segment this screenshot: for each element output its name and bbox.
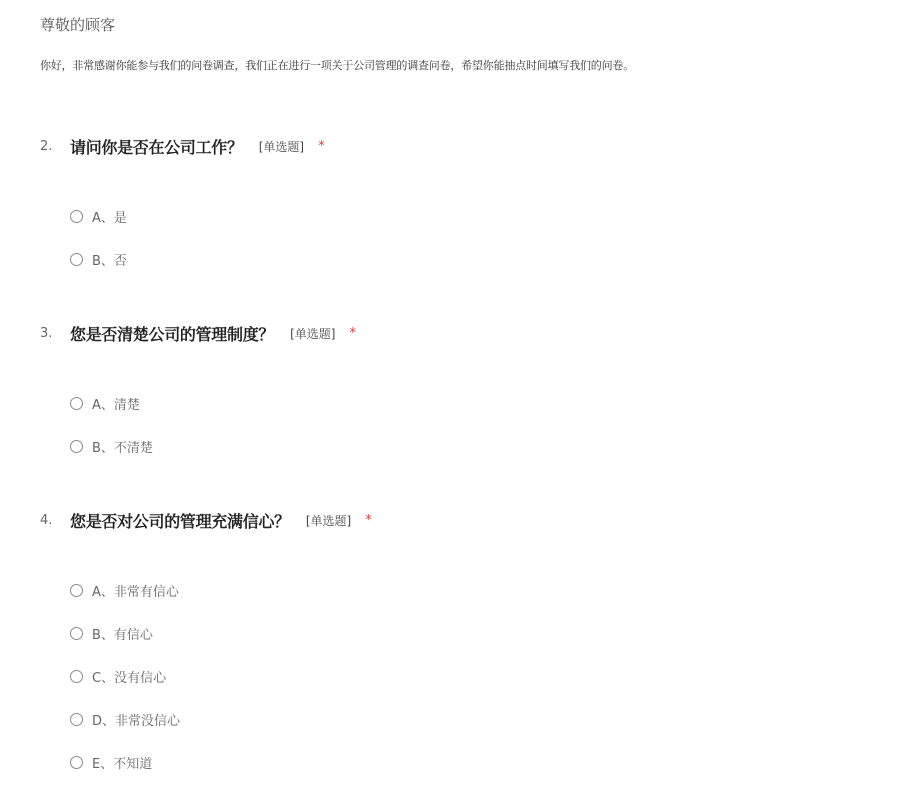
option-q3-a[interactable]	[70, 393, 140, 413]
radio-button[interactable]	[70, 397, 83, 410]
question-2	[40, 135, 860, 269]
required-star: *	[349, 325, 356, 341]
radio-button[interactable]	[70, 210, 83, 223]
option-label: A、清楚	[92, 397, 140, 413]
option-label: B、不清楚	[92, 440, 153, 456]
question-number: 3.	[40, 325, 53, 341]
question-number: 2.	[40, 138, 53, 154]
question-header	[40, 322, 860, 344]
question-header	[40, 135, 860, 157]
question-4	[40, 509, 860, 772]
radio-button[interactable]	[70, 713, 83, 726]
option-label: D、非常没信心	[92, 713, 181, 729]
radio-button[interactable]	[70, 670, 83, 683]
radio-button[interactable]	[70, 627, 83, 640]
question-title: 请问你是否在公司工作？	[70, 137, 243, 157]
required-star: *	[318, 138, 325, 154]
option-label: B、否	[92, 253, 127, 269]
required-star: *	[365, 512, 372, 528]
question-type-tag: [单选题]	[305, 513, 352, 528]
option-q4-e[interactable]	[70, 752, 152, 772]
question-title: 您是否清楚公司的管理制度？	[70, 324, 275, 344]
option-label: A、是	[92, 210, 127, 226]
survey-intro: 你好，非常感谢你能参与我们的问卷调查，我们正在进行一项关于公司管理的调查问卷，希望你能抽点时间填写我们的问卷。	[40, 59, 634, 72]
option-label: B、有信心	[92, 627, 153, 643]
radio-button[interactable]	[70, 253, 83, 266]
question-number: 4.	[40, 512, 53, 528]
question-header	[40, 509, 860, 531]
option-q3-b[interactable]	[70, 436, 153, 456]
option-q2-b[interactable]	[70, 249, 127, 269]
radio-button[interactable]	[70, 584, 83, 597]
radio-button[interactable]	[70, 756, 83, 769]
question-type-tag: [单选题]	[290, 326, 336, 341]
radio-button[interactable]	[70, 440, 83, 453]
survey-greeting: 尊敬的顾客	[40, 16, 116, 34]
option-q4-c[interactable]	[70, 666, 166, 686]
option-label: A、非常有信心	[92, 584, 179, 600]
option-label: E、不知道	[92, 756, 153, 772]
question-title: 您是否对公司的管理充满信心？	[70, 511, 290, 531]
option-q4-a[interactable]	[70, 580, 179, 600]
option-label: C、没有信心	[92, 670, 167, 686]
option-q4-b[interactable]	[70, 623, 153, 643]
question-type-tag: [单选题]	[258, 139, 305, 154]
question-3	[40, 322, 860, 456]
option-q4-d[interactable]	[70, 709, 180, 729]
option-q2-a[interactable]	[70, 206, 127, 226]
